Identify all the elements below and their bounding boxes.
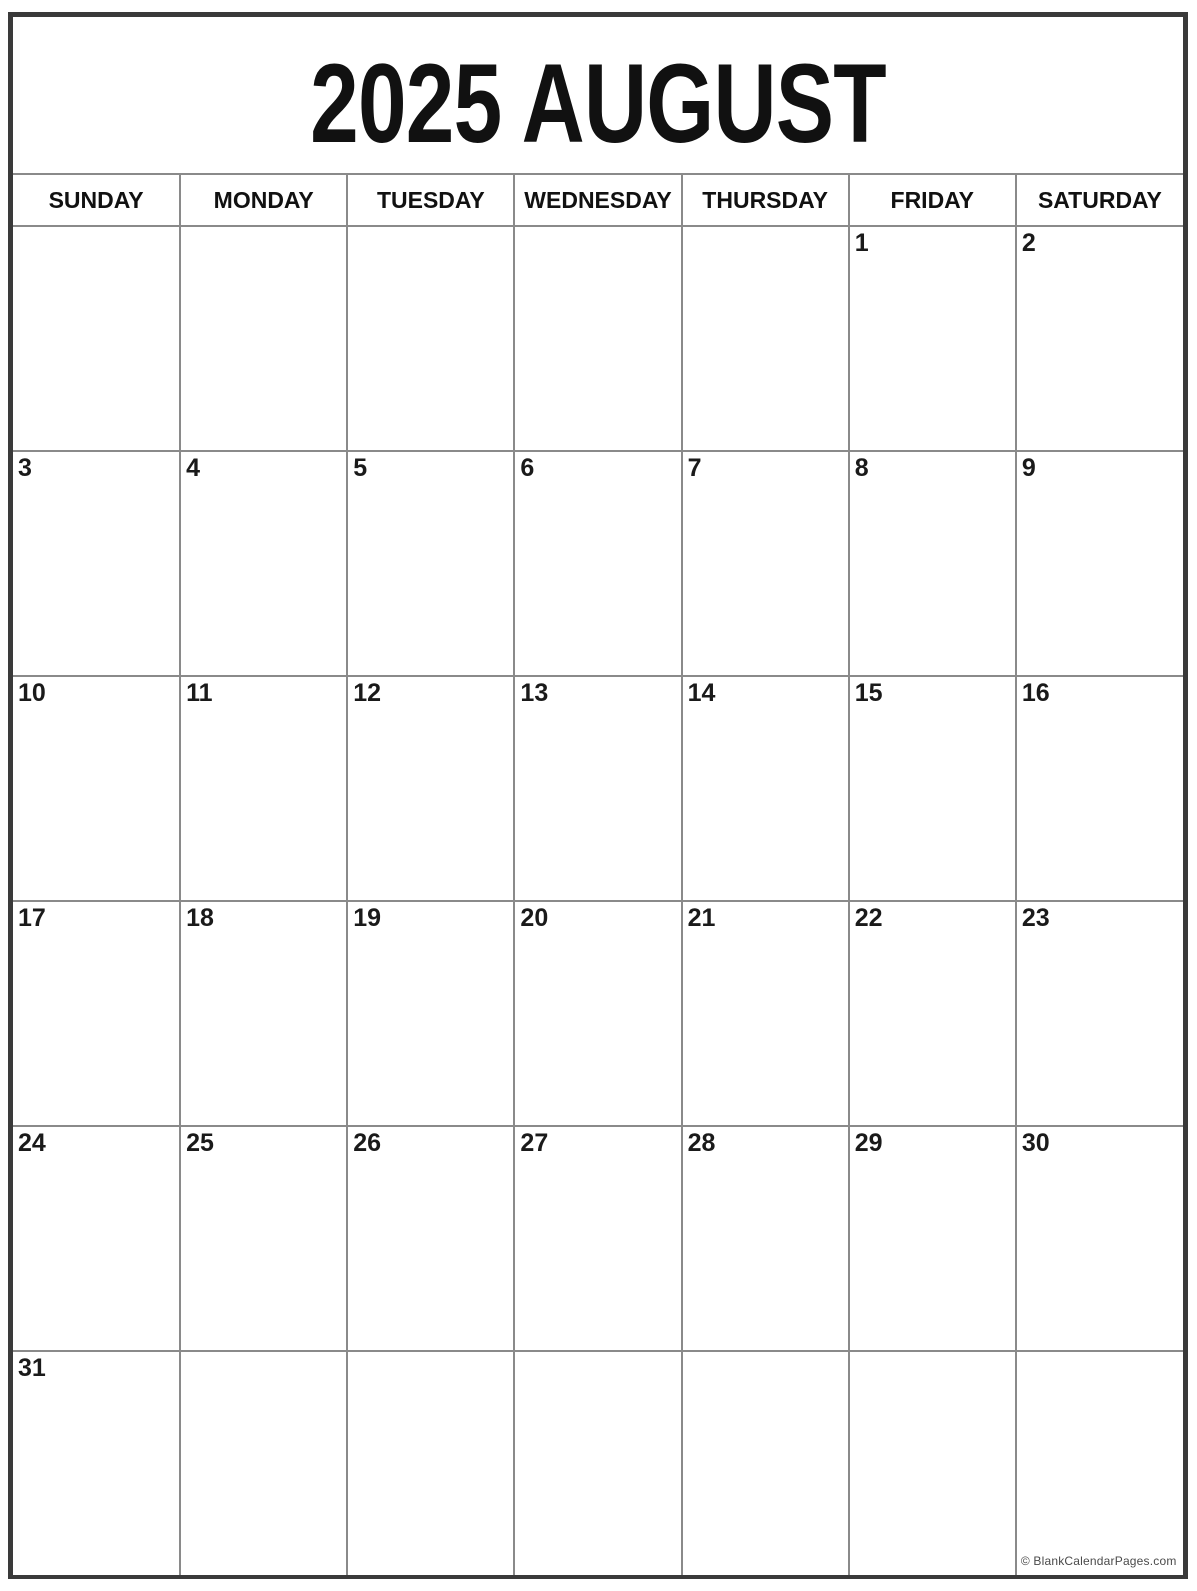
day-cell xyxy=(849,226,1016,451)
date-number: 22 xyxy=(854,904,883,932)
day-cell xyxy=(849,676,1016,901)
day-cell xyxy=(514,676,681,901)
date-number: 23 xyxy=(1021,904,1050,932)
weekday-header-saturday: SATURDAY xyxy=(1016,175,1183,226)
weekday-header-friday: FRIDAY xyxy=(849,175,1016,226)
day-cell xyxy=(514,1126,681,1351)
date-number: 14 xyxy=(687,679,716,707)
date-number: 11 xyxy=(186,679,213,707)
day-cell xyxy=(1016,901,1183,1126)
weekday-header-tuesday: TUESDAY xyxy=(347,175,514,226)
weekday-header-row xyxy=(13,175,1183,226)
calendar-page xyxy=(8,12,1188,1579)
weekday-header-thursday: THURSDAY xyxy=(682,175,849,226)
date-number: 13 xyxy=(520,679,549,707)
day-cell xyxy=(682,676,849,901)
date-number: 27 xyxy=(520,1129,549,1157)
date-number: 17 xyxy=(18,904,46,932)
day-cell xyxy=(13,676,180,901)
week-row-1 xyxy=(13,226,1183,451)
day-cell xyxy=(514,226,681,451)
date-number: 1 xyxy=(854,229,869,257)
date-number: 8 xyxy=(854,454,869,482)
day-cell xyxy=(13,1126,180,1351)
week-row-4 xyxy=(13,901,1183,1126)
day-cell xyxy=(347,1351,514,1575)
day-cell xyxy=(347,1126,514,1351)
date-number: 30 xyxy=(1021,1129,1050,1157)
calendar-grid xyxy=(13,175,1183,1575)
day-cell xyxy=(849,1126,1016,1351)
weekday-header-sunday: SUNDAY xyxy=(13,175,180,226)
date-number: 28 xyxy=(687,1129,716,1157)
date-number: 29 xyxy=(854,1129,883,1157)
date-number: 26 xyxy=(353,1129,382,1157)
date-number: 15 xyxy=(854,679,883,707)
week-row-5 xyxy=(13,1126,1183,1351)
date-number: 6 xyxy=(520,454,535,482)
weekday-header-monday: MONDAY xyxy=(180,175,347,226)
day-cell xyxy=(514,451,681,676)
day-cell xyxy=(514,901,681,1126)
day-cell xyxy=(13,901,180,1126)
calendar-title: 2025 AUGUST xyxy=(310,41,886,166)
day-cell xyxy=(13,226,180,451)
week-row-2 xyxy=(13,451,1183,676)
date-number: 2 xyxy=(1021,229,1036,257)
day-cell xyxy=(13,451,180,676)
day-cell xyxy=(682,1126,849,1351)
day-cell xyxy=(514,1351,681,1575)
day-cell xyxy=(347,676,514,901)
day-cell xyxy=(180,676,347,901)
day-cell xyxy=(682,901,849,1126)
calendar-title-block xyxy=(13,17,1183,175)
date-number: 3 xyxy=(18,454,32,482)
day-cell xyxy=(849,1351,1016,1575)
date-number: 7 xyxy=(687,454,702,482)
date-number: 21 xyxy=(687,904,716,932)
site-credit: © BlankCalendarPages.com xyxy=(1020,1554,1177,1568)
day-cell xyxy=(180,226,347,451)
day-cell xyxy=(180,451,347,676)
day-cell xyxy=(180,901,347,1126)
date-number: 10 xyxy=(18,679,46,707)
day-cell xyxy=(347,226,514,451)
date-number: 25 xyxy=(186,1129,214,1157)
date-number: 12 xyxy=(353,679,382,707)
day-cell xyxy=(1016,676,1183,901)
day-cell xyxy=(1016,451,1183,676)
date-number: 20 xyxy=(520,904,549,932)
day-cell xyxy=(849,451,1016,676)
date-number: 9 xyxy=(1021,454,1036,482)
date-number: 24 xyxy=(18,1129,46,1157)
day-cell xyxy=(347,901,514,1126)
day-cell xyxy=(180,1126,347,1351)
week-row-3 xyxy=(13,676,1183,901)
day-cell xyxy=(682,1351,849,1575)
day-cell xyxy=(1016,1351,1183,1575)
day-cell xyxy=(1016,226,1183,451)
date-number: 18 xyxy=(186,904,214,932)
day-cell xyxy=(849,901,1016,1126)
date-number: 31 xyxy=(18,1354,46,1382)
day-cell xyxy=(682,451,849,676)
day-cell xyxy=(180,1351,347,1575)
date-number: 5 xyxy=(353,454,368,482)
day-cell xyxy=(1016,1126,1183,1351)
date-number: 4 xyxy=(186,454,201,482)
day-cell xyxy=(682,226,849,451)
day-cell xyxy=(347,451,514,676)
weekday-header-wednesday: WEDNESDAY xyxy=(514,175,681,226)
day-cell xyxy=(13,1351,180,1575)
date-number: 19 xyxy=(353,904,382,932)
date-number: 16 xyxy=(1021,679,1050,707)
week-row-6 xyxy=(13,1351,1183,1575)
